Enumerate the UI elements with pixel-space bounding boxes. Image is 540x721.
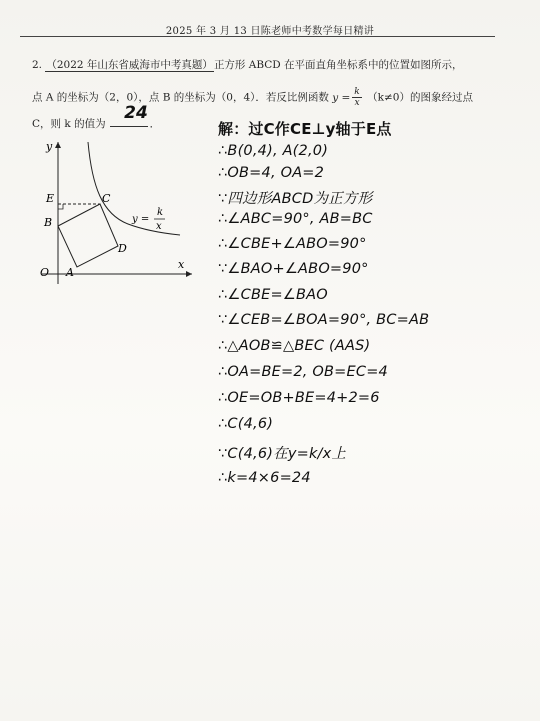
question-line-1 — [32, 57, 463, 72]
solution-line: ∴OB=4, OA=2 — [218, 165, 325, 181]
origin-label: O — [40, 266, 50, 279]
x-axis-label: x — [178, 258, 185, 271]
header-rule — [20, 36, 495, 37]
question-number: 2. — [32, 59, 43, 71]
point-e-label: E — [46, 192, 55, 205]
y-axis-label: y — [46, 140, 53, 153]
question-source: （2022 年山东省威海市中考真题） — [46, 59, 213, 71]
y-axis-arrow — [55, 142, 61, 148]
point-c-label: C — [102, 192, 111, 205]
curve-label-denominator: x — [156, 221, 162, 232]
fraction-denominator: x — [354, 98, 360, 108]
solution-line: ∵∠BAO+∠ABO=90° — [218, 261, 369, 277]
curve-label-numerator: k — [157, 207, 164, 218]
page-header: 2025 年 3 月 13 日陈老师中考数学每日精讲 — [165, 26, 375, 37]
solution-line: ∴∠ABC=90°, AB=BC — [218, 211, 373, 227]
question-text-3-end: ． — [149, 118, 161, 130]
solution-line: ∴∠CBE+∠ABO=90° — [218, 236, 367, 252]
question-text-1: 正方形 ABCD 在平面直角坐标系中的位置如图所示， — [213, 59, 463, 71]
point-b-label: B — [44, 216, 53, 229]
solution-line: ∵四边形ABCD为正方形 — [218, 191, 373, 207]
solution-line: ∴B(0,4), A(2,0) — [218, 143, 329, 159]
function-fraction — [352, 87, 361, 108]
question-line-2 — [32, 87, 473, 108]
question-text-2b: （k≠0）的图象经过点 — [367, 91, 473, 104]
question-text-2a: 点 A 的坐标为（2，0），点 B 的坐标为（0，4）．若反比例函数 — [32, 91, 329, 104]
x-axis-arrow — [186, 271, 192, 277]
question-text-3: C，则 k 的值为 — [32, 118, 106, 130]
question-function — [332, 87, 367, 108]
handwritten-answer: 24 — [124, 103, 148, 123]
function-prefix: y = — [332, 91, 351, 104]
curve-label-prefix: y = — [132, 214, 150, 225]
coordinate-figure — [20, 136, 200, 286]
solution-line: ∴△AOB≌△BEC (AAS) — [218, 338, 371, 354]
solution-line: ∴OA=BE=2, OB=EC=4 — [218, 364, 388, 380]
answer-underline — [110, 126, 148, 127]
solution-line: ∴C(4,6) — [218, 416, 274, 432]
solution-line: ∵C(4,6)在y=k/x上 — [218, 446, 347, 462]
solution-line: 解：过C作CE⊥y轴于E点 — [218, 120, 392, 138]
solution-line: ∵∠CEB=∠BOA=90°, BC=AB — [218, 312, 430, 328]
point-d-label: D — [118, 242, 127, 255]
solution-line: ∴OE=OB+BE=4+2=6 — [218, 390, 380, 406]
solution-line: ∴∠CBE=∠BAO — [218, 287, 328, 303]
right-angle-mark — [58, 204, 63, 209]
fraction-numerator: k — [354, 87, 360, 97]
solution-line: ∴k=4×6=24 — [218, 470, 311, 486]
square-abcd — [58, 204, 118, 267]
point-a-label: A — [66, 266, 74, 279]
